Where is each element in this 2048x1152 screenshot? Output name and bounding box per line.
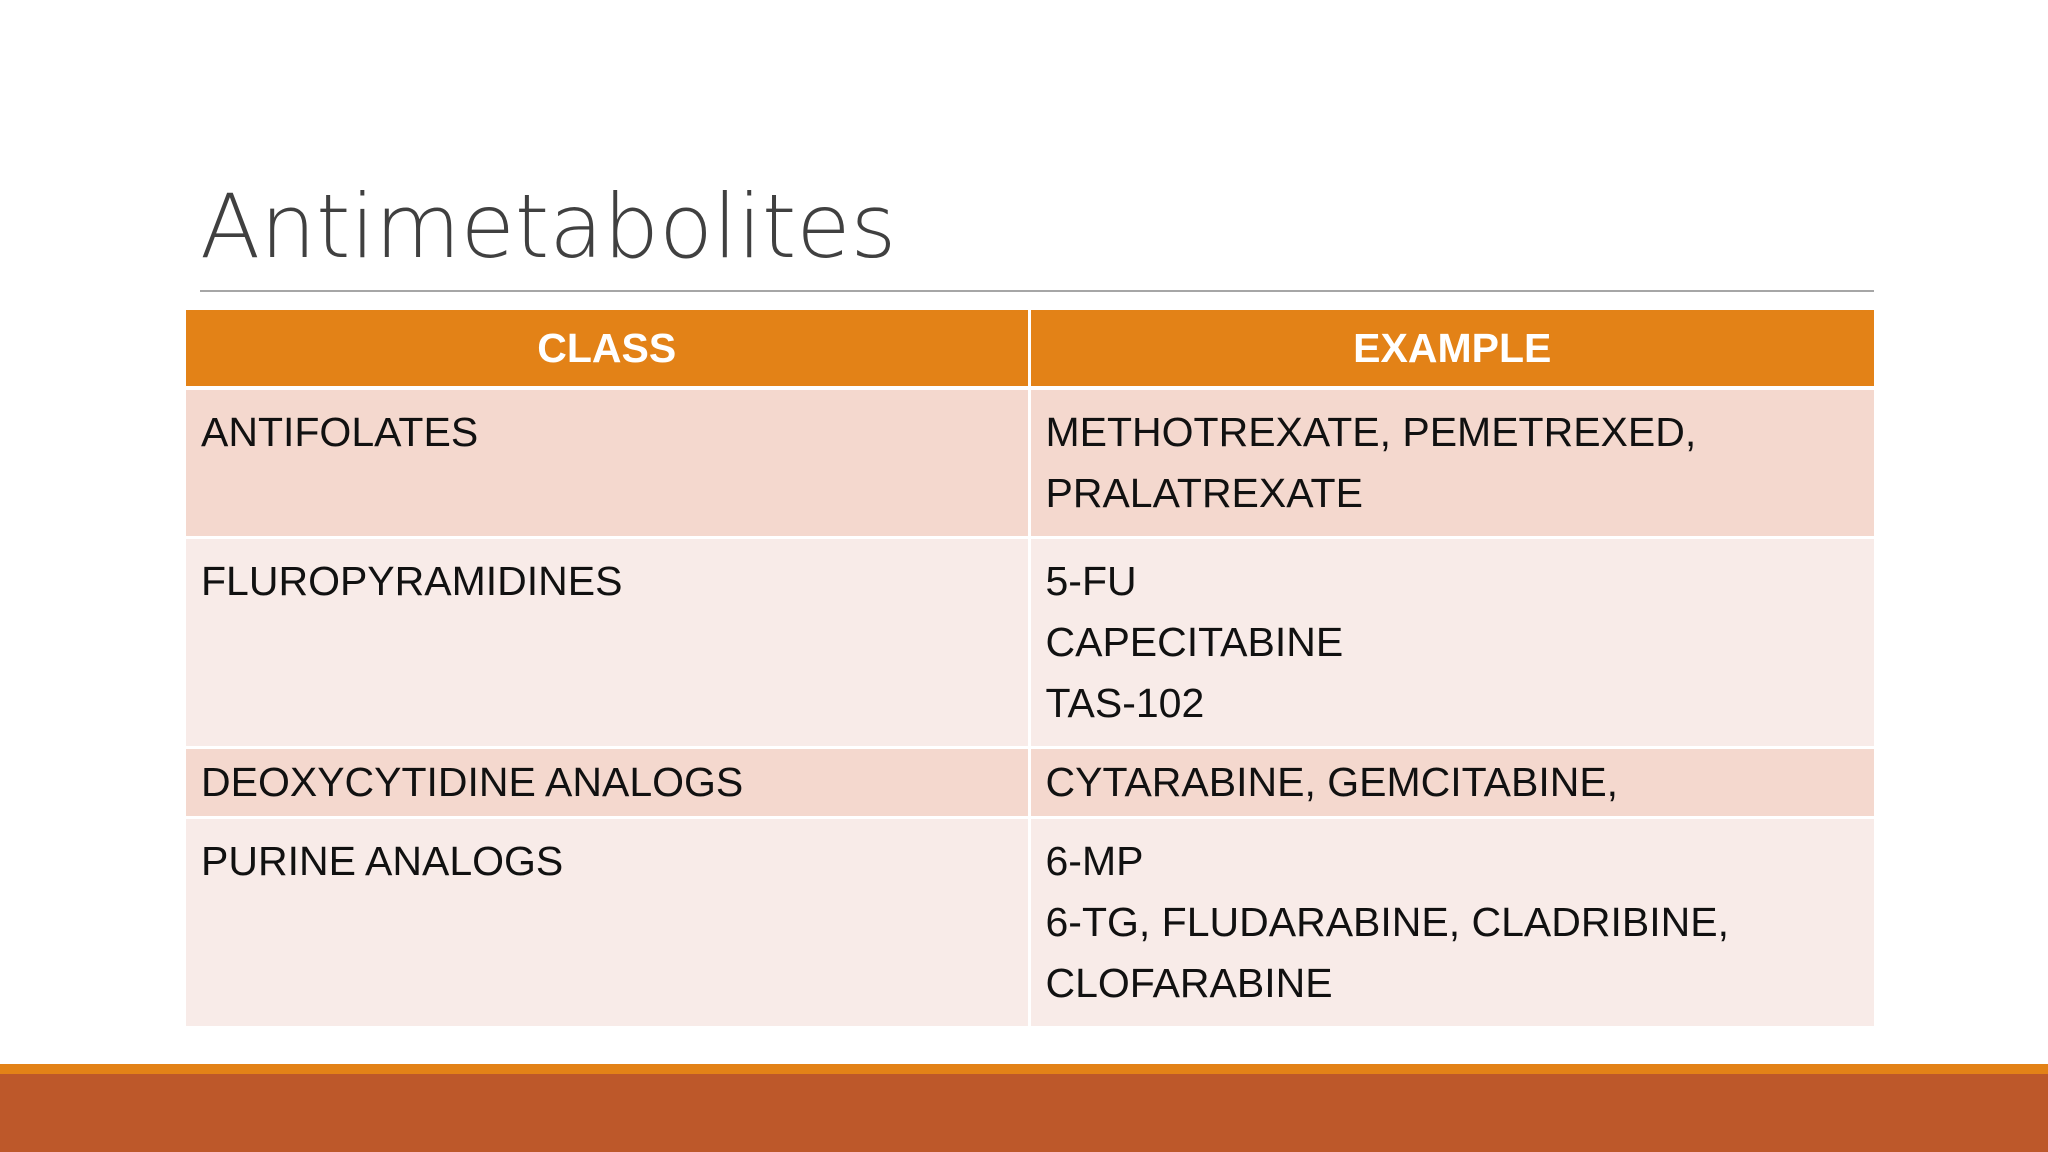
example-cell [1029,748,1874,818]
example-line: 5-FU [1045,558,1137,604]
example-line: METHOTREXATE, PEMETREXED, [1045,409,1697,455]
antimetabolites-table [186,310,1874,1029]
header-example: EXAMPLE [1029,310,1874,388]
class-cell: PURINE ANALOGS [186,818,1029,1028]
example-line: 6-MP [1045,838,1144,884]
footer-accent-stripe [0,1064,2048,1074]
example-line: 6-TG, FLUDARABINE, CLADRIBINE, [1045,899,1729,945]
example-cell [1029,388,1874,538]
slide-title: Antimetabolites [200,175,897,278]
table-row [186,538,1874,748]
example-line: CAPECITABINE [1045,619,1344,665]
example-cell [1029,818,1874,1028]
class-cell: ANTIFOLATES [186,388,1029,538]
example-cell [1029,538,1874,748]
table-header-row [186,310,1874,388]
example-line: TAS-102 [1045,680,1205,726]
title-divider [200,290,1874,292]
table-row [186,748,1874,818]
class-cell: DEOXYCYTIDINE ANALOGS [186,748,1029,818]
table-row [186,388,1874,538]
header-class: CLASS [186,310,1029,388]
class-cell: FLUROPYRAMIDINES [186,538,1029,748]
table-row [186,818,1874,1028]
footer-bar [0,1074,2048,1152]
example-line: PRALATREXATE [1045,470,1363,516]
example-line: CLOFARABINE [1045,960,1333,1006]
example-line: CYTARABINE, GEMCITABINE, [1045,759,1619,805]
